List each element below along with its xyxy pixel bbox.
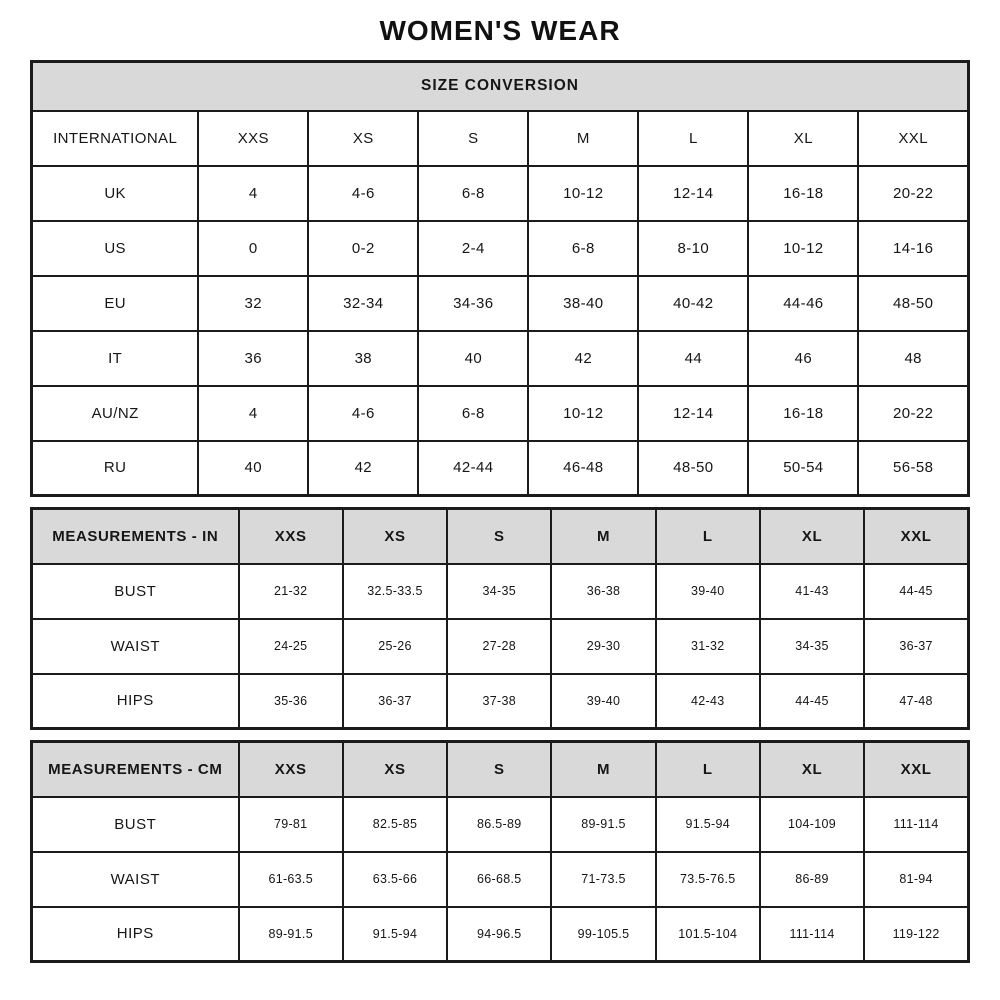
size-column-header: M bbox=[528, 111, 638, 166]
table-corner-label: MEASUREMENTS - CM bbox=[32, 742, 239, 797]
table-banner-row bbox=[32, 62, 969, 111]
size-header-row bbox=[32, 509, 969, 564]
size-value-cell: 38-40 bbox=[528, 276, 638, 331]
size-value-cell: 111-114 bbox=[760, 907, 864, 962]
size-column-header: S bbox=[447, 742, 551, 797]
size-value-cell: 4 bbox=[198, 166, 308, 221]
row-label: RU bbox=[32, 441, 199, 496]
size-value-cell: 82.5-85 bbox=[343, 797, 447, 852]
page-title: WOMEN'S WEAR bbox=[379, 15, 621, 46]
size-column-header: M bbox=[551, 742, 655, 797]
size-column-header: L bbox=[656, 742, 760, 797]
size-value-cell: 50-54 bbox=[748, 441, 858, 496]
row-label: BUST bbox=[32, 564, 239, 619]
row-label: UK bbox=[32, 166, 199, 221]
size-value-cell: 34-35 bbox=[760, 619, 864, 674]
size-value-cell: 20-22 bbox=[858, 166, 968, 221]
size-value-cell: 35-36 bbox=[239, 674, 343, 729]
size-value-cell: 42-44 bbox=[418, 441, 528, 496]
size-value-cell: 4-6 bbox=[308, 166, 418, 221]
size-column-header: XXS bbox=[239, 742, 343, 797]
size-column-header: XS bbox=[343, 742, 447, 797]
size-value-cell: 16-18 bbox=[748, 166, 858, 221]
size-value-cell: 81-94 bbox=[864, 852, 968, 907]
size-value-cell: 36-38 bbox=[551, 564, 655, 619]
size-value-cell: 44-46 bbox=[748, 276, 858, 331]
size-value-cell: 47-48 bbox=[864, 674, 968, 729]
size-column-header: L bbox=[656, 509, 760, 564]
size-value-cell: 94-96.5 bbox=[447, 907, 551, 962]
row-label: AU/NZ bbox=[32, 386, 199, 441]
size-value-cell: 0-2 bbox=[308, 221, 418, 276]
size-value-cell: 46 bbox=[748, 331, 858, 386]
row-label: US bbox=[32, 221, 199, 276]
size-column-header: XXL bbox=[864, 509, 968, 564]
size-value-cell: 42 bbox=[528, 331, 638, 386]
row-label: HIPS bbox=[32, 907, 239, 962]
size-value-cell: 56-58 bbox=[858, 441, 968, 496]
size-value-cell: 38 bbox=[308, 331, 418, 386]
size-value-cell: 89-91.5 bbox=[551, 797, 655, 852]
size-value-cell: 21-32 bbox=[239, 564, 343, 619]
size-value-cell: 39-40 bbox=[656, 564, 760, 619]
size-value-cell: 39-40 bbox=[551, 674, 655, 729]
size-column-header: XXL bbox=[864, 742, 968, 797]
table-row bbox=[32, 166, 969, 221]
size-value-cell: 31-32 bbox=[656, 619, 760, 674]
row-label: WAIST bbox=[32, 619, 239, 674]
size-value-cell: 34-36 bbox=[418, 276, 528, 331]
size-column-header: XXS bbox=[198, 111, 308, 166]
table-row bbox=[32, 386, 969, 441]
size-value-cell: 8-10 bbox=[638, 221, 748, 276]
size-value-cell: 4-6 bbox=[308, 386, 418, 441]
row-label: EU bbox=[32, 276, 199, 331]
size-column-header: M bbox=[551, 509, 655, 564]
size-value-cell: 91.5-94 bbox=[656, 797, 760, 852]
table-row bbox=[32, 331, 969, 386]
size-value-cell: 66-68.5 bbox=[447, 852, 551, 907]
size-value-cell: 101.5-104 bbox=[656, 907, 760, 962]
size-value-cell: 48-50 bbox=[858, 276, 968, 331]
size-value-cell: 44 bbox=[638, 331, 748, 386]
table-row bbox=[32, 797, 969, 852]
size-value-cell: 14-16 bbox=[858, 221, 968, 276]
size-value-cell: 12-14 bbox=[638, 166, 748, 221]
size-value-cell: 0 bbox=[198, 221, 308, 276]
size-value-cell: 12-14 bbox=[638, 386, 748, 441]
table-corner-label: MEASUREMENTS - IN bbox=[32, 509, 239, 564]
size-value-cell: 4 bbox=[198, 386, 308, 441]
size-header-row bbox=[32, 111, 969, 166]
size-value-cell: 104-109 bbox=[760, 797, 864, 852]
table-row bbox=[32, 674, 969, 729]
size-value-cell: 89-91.5 bbox=[239, 907, 343, 962]
size-value-cell: 71-73.5 bbox=[551, 852, 655, 907]
size-value-cell: 42-43 bbox=[656, 674, 760, 729]
size-value-cell: 40 bbox=[198, 441, 308, 496]
row-label: IT bbox=[32, 331, 199, 386]
size-value-cell: 37-38 bbox=[447, 674, 551, 729]
size-value-cell: 119-122 bbox=[864, 907, 968, 962]
size-column-header: XS bbox=[308, 111, 418, 166]
tables-container bbox=[30, 60, 970, 963]
size-value-cell: 44-45 bbox=[864, 564, 968, 619]
size-value-cell: 32.5-33.5 bbox=[343, 564, 447, 619]
size-column-header: XL bbox=[760, 509, 864, 564]
table-corner-label: INTERNATIONAL bbox=[32, 111, 199, 166]
size-value-cell: 16-18 bbox=[748, 386, 858, 441]
size-value-cell: 32 bbox=[198, 276, 308, 331]
size-column-header: XL bbox=[748, 111, 858, 166]
size-value-cell: 34-35 bbox=[447, 564, 551, 619]
size-conversion-table bbox=[30, 60, 970, 497]
size-value-cell: 48 bbox=[858, 331, 968, 386]
size-value-cell: 111-114 bbox=[864, 797, 968, 852]
size-value-cell: 36-37 bbox=[343, 674, 447, 729]
table-row bbox=[32, 441, 969, 496]
size-value-cell: 79-81 bbox=[239, 797, 343, 852]
size-value-cell: 6-8 bbox=[418, 386, 528, 441]
size-column-header: XL bbox=[760, 742, 864, 797]
size-value-cell: 86.5-89 bbox=[447, 797, 551, 852]
table-row bbox=[32, 276, 969, 331]
size-column-header: S bbox=[447, 509, 551, 564]
table-row bbox=[32, 907, 969, 962]
size-value-cell: 25-26 bbox=[343, 619, 447, 674]
row-label: BUST bbox=[32, 797, 239, 852]
size-value-cell: 32-34 bbox=[308, 276, 418, 331]
table-row bbox=[32, 221, 969, 276]
table-row bbox=[32, 619, 969, 674]
size-column-header: L bbox=[638, 111, 748, 166]
size-value-cell: 40-42 bbox=[638, 276, 748, 331]
table-banner: SIZE CONVERSION bbox=[32, 62, 969, 111]
size-value-cell: 6-8 bbox=[528, 221, 638, 276]
size-column-header: XS bbox=[343, 509, 447, 564]
size-value-cell: 24-25 bbox=[239, 619, 343, 674]
size-value-cell: 10-12 bbox=[528, 166, 638, 221]
size-value-cell: 42 bbox=[308, 441, 418, 496]
table-row bbox=[32, 852, 969, 907]
size-value-cell: 36 bbox=[198, 331, 308, 386]
size-value-cell: 10-12 bbox=[528, 386, 638, 441]
table-row bbox=[32, 564, 969, 619]
size-value-cell: 6-8 bbox=[418, 166, 528, 221]
size-column-header: S bbox=[418, 111, 528, 166]
size-value-cell: 91.5-94 bbox=[343, 907, 447, 962]
size-value-cell: 41-43 bbox=[760, 564, 864, 619]
row-label: HIPS bbox=[32, 674, 239, 729]
size-column-header: XXS bbox=[239, 509, 343, 564]
size-value-cell: 48-50 bbox=[638, 441, 748, 496]
row-label: WAIST bbox=[32, 852, 239, 907]
size-value-cell: 10-12 bbox=[748, 221, 858, 276]
size-value-cell: 27-28 bbox=[447, 619, 551, 674]
size-value-cell: 44-45 bbox=[760, 674, 864, 729]
size-column-header: XXL bbox=[858, 111, 968, 166]
size-header-row bbox=[32, 742, 969, 797]
size-value-cell: 73.5-76.5 bbox=[656, 852, 760, 907]
size-value-cell: 36-37 bbox=[864, 619, 968, 674]
size-value-cell: 86-89 bbox=[760, 852, 864, 907]
size-value-cell: 29-30 bbox=[551, 619, 655, 674]
size-value-cell: 40 bbox=[418, 331, 528, 386]
size-value-cell: 61-63.5 bbox=[239, 852, 343, 907]
size-value-cell: 2-4 bbox=[418, 221, 528, 276]
size-value-cell: 20-22 bbox=[858, 386, 968, 441]
size-value-cell: 99-105.5 bbox=[551, 907, 655, 962]
size-value-cell: 63.5-66 bbox=[343, 852, 447, 907]
measurements-cm-table bbox=[30, 740, 970, 963]
size-value-cell: 46-48 bbox=[528, 441, 638, 496]
measurements-in-table bbox=[30, 507, 970, 730]
